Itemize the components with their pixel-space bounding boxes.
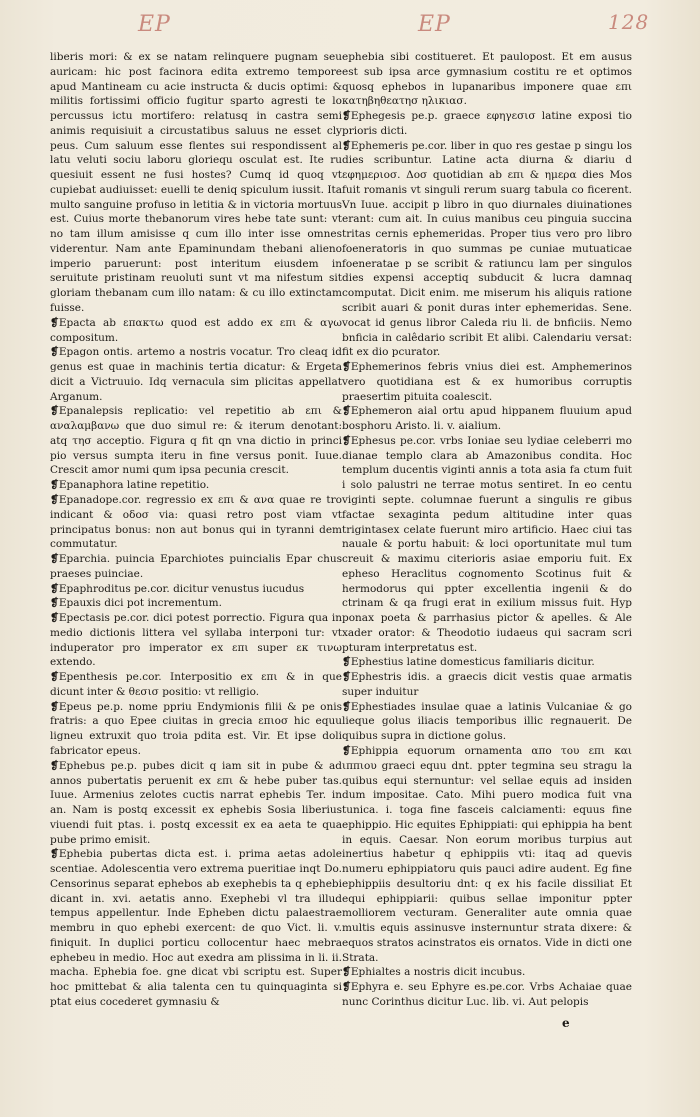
entry-ephestris: ❡Ephestris idis. a graecis dicit vestis quae armatis super induitur	[342, 671, 632, 698]
entry-continuation: ephebia sibi costitueret. Et paulopost. Et em ausus est sub ipsa arce gymnasium costitu re et optimos quosq ephebos in lupanaribus imponere quae επι κατηβηθεατησ ηλικιασ.	[342, 51, 632, 108]
entry-epectasis: ❡Epectasis pe.cor. dici potest porrectio. Figura qua in medio dictionis littera vel syllaba interponi tur: vt induperator pro imperator ex επι super εκ τινω extendo.	[50, 612, 342, 669]
folio-number: 128	[608, 10, 650, 34]
entry-ephippia: ❡Ephippia equorum ornamenta απο του επι και ιππιου graeci equu dnt. ppter tegmina seu stragu la quibus equi sternuntur: vel sellae equis ad insiden dum impositae. Cato. Mihi puero modica fuit vna tunica. i. toga fine fasceis calciamenti: equus fine ephippio. Hic equites Ephippiati: qui ephippia ha bent in equis. Caesar. Non eorum moribus turpius aut inertius habetur q ephippiis vti: itaq ad quevis numeru ephippiatoru quis pauci adire audent. Eg fine ephippiis desultoriu dnt: q ex his facile dissiliat Et equi ephippiarii: quibus sellae imponitur ppter molliorem vecturam. Generaliter aute omnia quae multis equis assinusve insternuntur strata dixere: & equos stratos acinstratos eis ornatos. Vide in dicti one Strata.	[342, 744, 632, 964]
entry-ephebus: ❡Ephebus pe.p. pubes dicit q iam sit in pube & ad annos pubertatis peruenit ex επι & hebe puber tas. Iuue. Armenius zelotes cuctis narrat ephebis Ter. in an. Nam is postq excessit ex ephebis Sosia liberius viuendi fuit ptas. i. postq excessit ex ea aeta te qua pube primo emisit.	[50, 759, 342, 846]
right-text-column	[342, 50, 632, 1010]
entry-epenthesis: ❡Epenthesis pe.cor. Interpositio ex επι & in que dicunt inter & θεσισ positio: vt relligio.	[50, 671, 342, 698]
entry-epaphroditus: ❡Epaphroditus pe.cor. dicitur venustus iucudus	[50, 582, 305, 595]
entry-epanalepsis: ❡Epanalepsis replicatio: vel repetitio ab επι & αναλαμβανω que duo simul re: & iterum denotant: atq τησ acceptio. Figura q fit qn vna dictio in princi pio versus sumpta iteru in fine versus ponit. Iuue. Crescit amor numi qum ipsa pecunia crescit.	[50, 405, 342, 477]
entry-epagon: ❡Epagon ontis. artemo a nostris vocatur. Tro cleaq id genus est quae in machinis tertia dicatur: & Ergeta dicit a Victruuio. Idq vernacula sim plicitas appellat Arganum.	[50, 346, 342, 403]
entry-ephegesis: ❡Ephegesis pe.p. graece εφηγεσισ latine exposi tio prioris dicti.	[342, 110, 632, 137]
entry-epanadope: ❡Epanadope.cor. regressio ex επι & ανα quae re tro indicant & οδοσ via: quasi retro post viam vt principatus bonus: non aut bonus qui in tyranni dem commutatur.	[50, 493, 342, 551]
entry-ephyra: ❡Ephyra e. seu Ephyre es.pe.cor. Vrbs Achaiae quae nunc Corinthus dicitur Luc. lib. vi. Aut pelopis	[342, 981, 632, 1008]
entry-ephestius: ❡Ephestius latine domesticus familiaris dicitur.	[342, 656, 595, 669]
entry-ephestiades: ❡Ephestiades insulae quae a latinis Vulcaniae & go lieque golus iliacis temporibus illic regnauerit. De quibus supra in dictione golus.	[342, 700, 632, 743]
entry-ephemeris: ❡Ephemeris pe.cor. liber in quo res gestae p singu los dies scribuntur. Latine acta diurna & diariu d εφημεριοσ. Δοσ quotidian ab επι & ημερα dies Mos fuit romanis vt singuli rerum suarg tabula co ficerent. Vn Iuue. accipit p libro in quo diurnales diuinationes erant: cum ait. In cuius manibus ceu pinguia succina tritas cernis ephemeridas. Proper tius vero pro libro foeneratoris in quo summas pe cuniae mutuaticae foeneratae p se scribit & ratiuncu lam per singulos dies expensi acceptiq subducit & lucra damnaq computat. Dicit enim. me miserum his aliquis ratione scribit auari & ponit duras inter ephemeridas. Sene. vocat id genus libror Caleda riu li. de bnficiis. Nemo bnficia in calêdario scribit Et alibi. Calendariu versat: fit ex dio pcurator.	[342, 139, 632, 359]
signature-mark: e	[562, 1016, 570, 1030]
entry-ephemeron: ❡Ephemeron aial ortu apud hippanem fluuium apud bosphoru Aristo. li. v. aialium.	[342, 405, 632, 433]
entry-ephebia: ❡Ephebia pubertas dicta est. i. prima aetas adole scentiae. Adolescentia vero extrema pueritiae inqt Do. Censorinus separat ephebos ab exephebis ta q ephebi dicant in. xvi. aetatis anno. Exephebi vl tra illud tempus appellentur. Inde Epheben dictu palaestrae membru in quo ephebi exercent: de quo Vict. li. v. finiquit. In duplici porticu collocentur haec mebra ephebeu in medio. Hoc aut exedra am plissima in li. ii. macha. Ephebia foe. gne dicat vbi scriptu est. Super hoc pmittebat & alia talenta cen tu quinquaginta si ptat eius cocederet gymnasiu &	[50, 848, 342, 1008]
left-text-column	[50, 50, 342, 1010]
entry-ephialtes: ❡Ephialtes a nostris dicit incubus.	[342, 966, 526, 979]
entry-epauxis: ❡Epauxis dici pot incrementum.	[50, 597, 222, 610]
entry-epanaphora: ❡Epanaphora latine repetitio.	[50, 479, 210, 492]
entry-eparchia: ❡Eparchia. puincia Eparchiotes puincialis Epar chus praeses puinciae.	[50, 553, 342, 580]
entry-epacta: ❡Epacta ab επακτω quod est addo ex επι & αγω compositum.	[50, 316, 342, 344]
margin-annotation-left: EP	[138, 12, 171, 37]
entry-ephesus: ❡Ephesus pe.cor. vrbs Ioniae seu lydiae celeberri mo dianae templo clara ab Amazonibus condita. Hoc templum ducentis viginti annis a tota asia fa ctum fuit i solo palustri ne terrae motus sentiret. In eo centu viginti septe. columnae fuerunt a singulis re gibus factae sexaginta pedum altitudine inter quas trigintasex celate fuerunt miro artificio. Haec ciui tas nauale & portu habuit: & loci oportunitate mul tum creuit & maximu citerioris asiae emporiu fuit. Ex epheso Heraclitus cognomento Scotinus fuit & hermodorus qui ppter excellentia ingenii & do ctrinam & qa frugi erat in exilium missus fuit. Hyp ponax poeta & parrhasius pictor & apelles. & Ale xader orator: & Theodotio iudaeus qui sacram scri pturam interpretatus est.	[342, 434, 632, 654]
margin-annotation-center: EP	[418, 12, 451, 37]
entry-ephemerinos: ❡Ephemerinos febris vnius diei est. Amphemerinos vero quotidiana est & ex humoribus corruptis praesertim pituita coalescit.	[342, 361, 632, 403]
entry-epeus: ❡Epeus pe.p. nome ppriu Endymionis filii & pe onis fratris: a quo Epee ciuitas in grecia επιοσ hic equu ligneu extruxit quo troia pdita est. Vir. Et ipse doli fabricator epeus.	[50, 700, 342, 757]
entry-continuation: liberis mori: & ex se natam relinquere pugnam seu auricam: hic post facinora edita extremo tempore apud Mantineam cu acie instructa & ducis optimi: & militis fortissimi officio fugitur sparto agresti te lo percussus ictu mortifero: relatusq in castra semi animis requisiuit a circustatibus saluus ne esset cly peus. Cum saluum esse flentes sui respondissent al latu veluti sociu laboru gloriequ osculat est. Ite ru quesiuit essent ne fusi hostes? Cumq id quoq vt cupiebat audiuisset: euelli te deniq spiculum iussit. Ita multo sanguine profuso in letitia & in victoria mortuus est. Cuius morte thebanorum vires hebe tate sunt: vt no tam illum amisisse q cum illo inter isse omnes viderentur. Nam ante Epaminundam thebani alieno imperio paruerunt: post interitum eiusdem in seruitute pristinam reuoluti sunt vt ma nifestum sit gloriam thebanam cum illo natam: & cu illo extinctam fuisse.	[50, 51, 342, 315]
